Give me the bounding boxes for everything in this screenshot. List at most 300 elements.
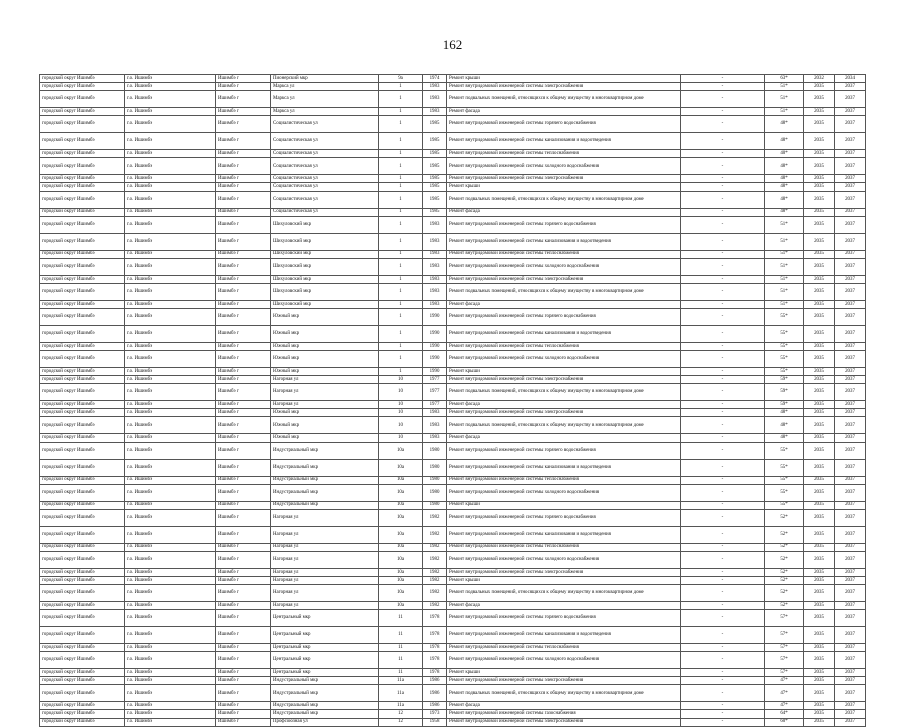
locality-cell: Ишимбэ г bbox=[216, 233, 271, 250]
street-cell: Профсоюзная ул bbox=[271, 718, 379, 726]
street-cell: Индустриальный мкр bbox=[271, 442, 379, 459]
work-type-cell: Ремонт внутридомовой инженерной системы теплоснабжения bbox=[447, 543, 681, 551]
wear-cell: 47* bbox=[765, 685, 804, 702]
municipality-cell: городской округ Ишимбэ bbox=[40, 351, 125, 368]
municipality-cell: городской округ Ишимбэ bbox=[40, 258, 125, 275]
extra-cell: - bbox=[681, 543, 765, 551]
year-end-cell: 2037 bbox=[835, 108, 866, 116]
work-type-cell: Ремонт внутридомовой инженерной системы холодного водоснабжения bbox=[447, 551, 681, 568]
year-end-cell: 2037 bbox=[835, 627, 866, 644]
build-year-cell: 1982 bbox=[423, 509, 447, 526]
work-type-cell: Ремонт внутридомовой инженерной системы канализования и водоотведения bbox=[447, 459, 681, 476]
year-end-cell: 2034 bbox=[835, 75, 866, 83]
build-year-cell: 1980 bbox=[423, 484, 447, 501]
extra-cell: - bbox=[681, 308, 765, 325]
wear-cell: 52* bbox=[765, 526, 804, 543]
build-year-cell: 1978 bbox=[423, 652, 447, 669]
house-number-cell: 1 bbox=[379, 308, 423, 325]
year-start-cell: 2035 bbox=[804, 702, 835, 710]
locality-cell: Ишимбэ г bbox=[216, 308, 271, 325]
build-year-cell: 1982 bbox=[423, 568, 447, 576]
work-type-cell: Ремонт внутридомовой инженерной системы электроснабжения bbox=[447, 376, 681, 384]
wear-cell: 40* bbox=[765, 150, 804, 158]
locality-cell: Ишимбэ г bbox=[216, 669, 271, 677]
work-type-cell: Ремонт внутридомовой инженерной системы холодного водоснабжения bbox=[447, 484, 681, 501]
build-year-cell: 1978 bbox=[423, 669, 447, 677]
year-end-cell: 2037 bbox=[835, 191, 866, 208]
settlement-cell: г.о. Ишимбэ bbox=[125, 216, 216, 233]
house-number-cell: 1 bbox=[379, 208, 423, 216]
settlement-cell: г.о. Ишимбэ bbox=[125, 183, 216, 191]
house-number-cell: 1 bbox=[379, 283, 423, 300]
locality-cell: Ишимбэ г bbox=[216, 216, 271, 233]
table-row bbox=[40, 342, 866, 350]
build-year-cell: 1982 bbox=[423, 601, 447, 609]
table-row bbox=[40, 250, 866, 258]
build-year-cell: 1986 bbox=[423, 677, 447, 685]
locality-cell: Ишимбэ г bbox=[216, 568, 271, 576]
settlement-cell: г.о. Ишимбэ bbox=[125, 250, 216, 258]
street-cell: Индустриальный мкр bbox=[271, 702, 379, 710]
street-cell: Социалистическая ул bbox=[271, 175, 379, 183]
street-cell: Центральный мкр bbox=[271, 644, 379, 652]
settlement-cell: г.о. Ишимбэ bbox=[125, 208, 216, 216]
year-end-cell: 2037 bbox=[835, 576, 866, 584]
house-number-cell: 11а bbox=[379, 685, 423, 702]
table-row bbox=[40, 627, 866, 644]
settlement-cell: г.о. Ишимбэ bbox=[125, 442, 216, 459]
street-cell: Центральный мкр bbox=[271, 610, 379, 627]
table-row bbox=[40, 208, 866, 216]
settlement-cell: г.о. Ишимбэ bbox=[125, 543, 216, 551]
wear-cell: 51* bbox=[765, 233, 804, 250]
settlement-cell: г.о. Ишимбэ bbox=[125, 509, 216, 526]
year-start-cell: 2035 bbox=[804, 459, 835, 476]
municipality-cell: городской округ Ишимбэ bbox=[40, 401, 125, 409]
build-year-cell: 1978 bbox=[423, 627, 447, 644]
street-cell: Индустриальный мкр bbox=[271, 710, 379, 718]
locality-cell: Ишимбэ г bbox=[216, 75, 271, 83]
street-cell: Индустриальный мкр bbox=[271, 476, 379, 484]
table-row bbox=[40, 644, 866, 652]
work-type-cell: Ремонт внутридомовой инженерной системы электроснабжения bbox=[447, 83, 681, 91]
year-start-cell: 2035 bbox=[804, 442, 835, 459]
extra-cell: - bbox=[681, 685, 765, 702]
extra-cell: - bbox=[681, 108, 765, 116]
locality-cell: Ишимбэ г bbox=[216, 409, 271, 417]
year-end-cell: 2037 bbox=[835, 685, 866, 702]
year-start-cell: 2035 bbox=[804, 351, 835, 368]
house-number-cell: 1 bbox=[379, 325, 423, 342]
year-end-cell: 2037 bbox=[835, 501, 866, 509]
work-type-cell: Ремонт фасада bbox=[447, 702, 681, 710]
table-row bbox=[40, 652, 866, 669]
settlement-cell: г.о. Ишимбэ bbox=[125, 401, 216, 409]
extra-cell: - bbox=[681, 368, 765, 376]
locality-cell: Ишимбэ г bbox=[216, 509, 271, 526]
street-cell: Социалистическая ул bbox=[271, 150, 379, 158]
settlement-cell: г.о. Ишимбэ bbox=[125, 627, 216, 644]
table-row bbox=[40, 83, 866, 91]
work-type-cell: Ремонт подвальных помещений, относящихся к общему имуществу в многоквартирном доме bbox=[447, 283, 681, 300]
settlement-cell: г.о. Ишимбэ bbox=[125, 584, 216, 601]
table-row bbox=[40, 584, 866, 601]
municipality-cell: городской округ Ишимбэ bbox=[40, 677, 125, 685]
house-number-cell: 10а bbox=[379, 568, 423, 576]
table-row bbox=[40, 283, 866, 300]
municipality-cell: городской округ Ишимбэ bbox=[40, 601, 125, 609]
year-start-cell: 2035 bbox=[804, 191, 835, 208]
work-type-cell: Ремонт внутридомовой инженерной системы теплоснабжения bbox=[447, 644, 681, 652]
work-type-cell: Ремонт внутридомовой инженерной системы горячего водоснабжения bbox=[447, 442, 681, 459]
locality-cell: Ишимбэ г bbox=[216, 250, 271, 258]
house-number-cell: 1 bbox=[379, 250, 423, 258]
build-year-cell: 1983 bbox=[423, 216, 447, 233]
year-start-cell: 2035 bbox=[804, 300, 835, 308]
table-row bbox=[40, 325, 866, 342]
wear-cell: 48* bbox=[765, 417, 804, 434]
wear-cell: 52* bbox=[765, 551, 804, 568]
wear-cell: 48* bbox=[765, 191, 804, 208]
work-type-cell: Ремонт внутридомовой инженерной системы электроснабжения bbox=[447, 175, 681, 183]
build-year-cell: 1974 bbox=[423, 75, 447, 83]
settlement-cell: г.о. Ишимбэ bbox=[125, 150, 216, 158]
locality-cell: Ишимбэ г bbox=[216, 484, 271, 501]
build-year-cell: 1982 bbox=[423, 526, 447, 543]
extra-cell: - bbox=[681, 258, 765, 275]
municipality-cell: городской округ Ишимбэ bbox=[40, 376, 125, 384]
extra-cell: - bbox=[681, 376, 765, 384]
house-number-cell: 1 bbox=[379, 191, 423, 208]
year-start-cell: 2035 bbox=[804, 601, 835, 609]
settlement-cell: г.о. Ишимбэ bbox=[125, 710, 216, 718]
municipality-cell: городской округ Ишимбэ bbox=[40, 434, 125, 442]
year-start-cell: 2035 bbox=[804, 644, 835, 652]
build-year-cell: 1977 bbox=[423, 384, 447, 401]
year-end-cell: 2037 bbox=[835, 401, 866, 409]
wear-cell: 48* bbox=[765, 183, 804, 191]
wear-cell: 51* bbox=[765, 91, 804, 108]
build-year-cell: 1983 bbox=[423, 283, 447, 300]
year-start-cell: 2035 bbox=[804, 476, 835, 484]
municipality-cell: городской округ Ишимбэ bbox=[40, 718, 125, 726]
extra-cell: - bbox=[681, 116, 765, 133]
build-year-cell: 1983 bbox=[423, 409, 447, 417]
table-row bbox=[40, 175, 866, 183]
settlement-cell: г.о. Ишимбэ bbox=[125, 258, 216, 275]
extra-cell: - bbox=[681, 459, 765, 476]
settlement-cell: г.о. Ишимбэ bbox=[125, 175, 216, 183]
wear-cell: 59* bbox=[765, 376, 804, 384]
street-cell: Центральный мкр bbox=[271, 627, 379, 644]
year-start-cell: 2035 bbox=[804, 233, 835, 250]
table-row bbox=[40, 718, 866, 726]
table-row bbox=[40, 384, 866, 401]
work-type-cell: Ремонт крыши bbox=[447, 183, 681, 191]
wear-cell: 55* bbox=[765, 325, 804, 342]
build-year-cell: 1990 bbox=[423, 351, 447, 368]
locality-cell: Ишимбэ г bbox=[216, 442, 271, 459]
work-type-cell: Ремонт внутридомовой инженерной системы холодного водоснабжения bbox=[447, 351, 681, 368]
table-row bbox=[40, 150, 866, 158]
table-row bbox=[40, 300, 866, 308]
wear-cell: 55* bbox=[765, 459, 804, 476]
extra-cell: - bbox=[681, 484, 765, 501]
year-end-cell: 2037 bbox=[835, 183, 866, 191]
street-cell: Южный мкр bbox=[271, 368, 379, 376]
wear-cell: 48* bbox=[765, 133, 804, 150]
wear-cell: 55* bbox=[765, 501, 804, 509]
work-type-cell: Ремонт внутридомовой инженерной системы электроснабжения bbox=[447, 718, 681, 726]
year-start-cell: 2035 bbox=[804, 150, 835, 158]
municipality-cell: городской округ Ишимбэ bbox=[40, 584, 125, 601]
extra-cell: - bbox=[681, 627, 765, 644]
work-type-cell: Ремонт внутридомовой инженерной системы канализования и водоотведения bbox=[447, 325, 681, 342]
year-end-cell: 2037 bbox=[835, 442, 866, 459]
settlement-cell: г.о. Ишимбэ bbox=[125, 342, 216, 350]
year-end-cell: 2037 bbox=[835, 710, 866, 718]
house-number-cell: 10а bbox=[379, 501, 423, 509]
municipality-cell: городской округ Ишимбэ bbox=[40, 300, 125, 308]
work-type-cell: Ремонт внутридомовой инженерной системы горячего водоснабжения bbox=[447, 610, 681, 627]
settlement-cell: г.о. Ишимбэ bbox=[125, 434, 216, 442]
house-number-cell: 1 bbox=[379, 133, 423, 150]
street-cell: Индустриальный мкр bbox=[271, 677, 379, 685]
work-type-cell: Ремонт крыши bbox=[447, 368, 681, 376]
municipality-cell: городской округ Ишимбэ bbox=[40, 568, 125, 576]
extra-cell: - bbox=[681, 75, 765, 83]
build-year-cell: 1982 bbox=[423, 576, 447, 584]
locality-cell: Ишимбэ г bbox=[216, 627, 271, 644]
locality-cell: Ишимбэ г bbox=[216, 576, 271, 584]
house-number-cell: 11 bbox=[379, 669, 423, 677]
extra-cell: - bbox=[681, 677, 765, 685]
table-row bbox=[40, 442, 866, 459]
year-start-cell: 2035 bbox=[804, 250, 835, 258]
street-cell: Южный мкр bbox=[271, 409, 379, 417]
wear-cell: 48* bbox=[765, 434, 804, 442]
build-year-cell: 1990 bbox=[423, 368, 447, 376]
year-start-cell: 2035 bbox=[804, 627, 835, 644]
house-number-cell: 1 bbox=[379, 116, 423, 133]
house-number-cell: 10а bbox=[379, 551, 423, 568]
house-number-cell: 1 bbox=[379, 275, 423, 283]
municipality-cell: городской округ Ишимбэ bbox=[40, 368, 125, 376]
street-cell: Индустриальный мкр bbox=[271, 484, 379, 501]
work-type-cell: Ремонт фасада bbox=[447, 208, 681, 216]
year-start-cell: 2035 bbox=[804, 376, 835, 384]
wear-cell: 51* bbox=[765, 250, 804, 258]
build-year-cell: 1983 bbox=[423, 250, 447, 258]
table-row bbox=[40, 669, 866, 677]
table-row bbox=[40, 551, 866, 568]
locality-cell: Ишимбэ г bbox=[216, 368, 271, 376]
year-end-cell: 2037 bbox=[835, 677, 866, 685]
wear-cell: 59* bbox=[765, 401, 804, 409]
build-year-cell: 1983 bbox=[423, 275, 447, 283]
settlement-cell: г.о. Ишимбэ bbox=[125, 83, 216, 91]
year-start-cell: 2035 bbox=[804, 384, 835, 401]
extra-cell: - bbox=[681, 417, 765, 434]
settlement-cell: г.о. Ишимбэ bbox=[125, 526, 216, 543]
wear-cell: 55* bbox=[765, 351, 804, 368]
year-start-cell: 2035 bbox=[804, 718, 835, 726]
house-number-cell: 10а bbox=[379, 584, 423, 601]
table-row bbox=[40, 91, 866, 108]
extra-cell: - bbox=[681, 501, 765, 509]
year-start-cell: 2035 bbox=[804, 669, 835, 677]
locality-cell: Ишимбэ г bbox=[216, 718, 271, 726]
year-end-cell: 2037 bbox=[835, 610, 866, 627]
street-cell: Шихуловский мкр bbox=[271, 275, 379, 283]
year-start-cell: 2035 bbox=[804, 543, 835, 551]
street-cell: Южный мкр bbox=[271, 308, 379, 325]
house-number-cell: 11а bbox=[379, 677, 423, 685]
municipality-cell: городской округ Ишимбэ bbox=[40, 442, 125, 459]
extra-cell: - bbox=[681, 175, 765, 183]
wear-cell: 51* bbox=[765, 258, 804, 275]
build-year-cell: 1990 bbox=[423, 342, 447, 350]
locality-cell: Ишимбэ г bbox=[216, 91, 271, 108]
wear-cell: 52* bbox=[765, 509, 804, 526]
table-row bbox=[40, 368, 866, 376]
locality-cell: Ишимбэ г bbox=[216, 644, 271, 652]
municipality-cell: городской округ Ишимбэ bbox=[40, 459, 125, 476]
year-start-cell: 2035 bbox=[804, 584, 835, 601]
year-start-cell: 2035 bbox=[804, 108, 835, 116]
settlement-cell: г.о. Ишимбэ bbox=[125, 576, 216, 584]
settlement-cell: г.о. Ишимбэ bbox=[125, 351, 216, 368]
work-type-cell: Ремонт подвальных помещений, относящихся к общему имуществу в многоквартирном доме bbox=[447, 91, 681, 108]
house-number-cell: 12 bbox=[379, 710, 423, 718]
street-cell: Южный мкр bbox=[271, 434, 379, 442]
wear-cell: 51* bbox=[765, 83, 804, 91]
year-start-cell: 2035 bbox=[804, 175, 835, 183]
locality-cell: Ишимбэ г bbox=[216, 401, 271, 409]
street-cell: Южный мкр bbox=[271, 351, 379, 368]
year-start-cell: 2035 bbox=[804, 401, 835, 409]
settlement-cell: г.о. Ишимбэ bbox=[125, 308, 216, 325]
house-number-cell: 10а bbox=[379, 442, 423, 459]
wear-cell: 47* bbox=[765, 702, 804, 710]
table-row bbox=[40, 308, 866, 325]
settlement-cell: г.о. Ишимбэ bbox=[125, 116, 216, 133]
wear-cell: 52* bbox=[765, 543, 804, 551]
settlement-cell: г.о. Ишимбэ bbox=[125, 484, 216, 501]
settlement-cell: г.о. Ишимбэ bbox=[125, 501, 216, 509]
extra-cell: - bbox=[681, 610, 765, 627]
year-start-cell: 2032 bbox=[804, 75, 835, 83]
year-start-cell: 2035 bbox=[804, 208, 835, 216]
wear-cell: 47* bbox=[765, 677, 804, 685]
street-cell: Нагорная ул bbox=[271, 526, 379, 543]
settlement-cell: г.о. Ишимбэ bbox=[125, 652, 216, 669]
table-row bbox=[40, 610, 866, 627]
house-number-cell: 1 bbox=[379, 300, 423, 308]
street-cell: Нагорная ул bbox=[271, 384, 379, 401]
year-end-cell: 2037 bbox=[835, 551, 866, 568]
work-type-cell: Ремонт внутридомовой инженерной системы горячего водоснабжения bbox=[447, 308, 681, 325]
extra-cell: - bbox=[681, 584, 765, 601]
extra-cell: - bbox=[681, 191, 765, 208]
street-cell: Нагорная ул bbox=[271, 376, 379, 384]
house-number-cell: 10 bbox=[379, 417, 423, 434]
work-type-cell: Ремонт внутридомовой инженерной системы канализования и водоотведения bbox=[447, 233, 681, 250]
extra-cell: - bbox=[681, 710, 765, 718]
locality-cell: Ишимбэ г bbox=[216, 351, 271, 368]
house-number-cell: 10а bbox=[379, 509, 423, 526]
work-type-cell: Ремонт внутридомовой инженерной системы газоснабжения bbox=[447, 710, 681, 718]
build-year-cell: 1986 bbox=[423, 685, 447, 702]
year-start-cell: 2035 bbox=[804, 308, 835, 325]
year-end-cell: 2037 bbox=[835, 258, 866, 275]
locality-cell: Ишимбэ г bbox=[216, 459, 271, 476]
extra-cell: - bbox=[681, 576, 765, 584]
house-number-cell: 1 bbox=[379, 158, 423, 175]
table-row bbox=[40, 702, 866, 710]
locality-cell: Ишимбэ г bbox=[216, 108, 271, 116]
settlement-cell: г.о. Ишимбэ bbox=[125, 300, 216, 308]
settlement-cell: г.о. Ишимбэ bbox=[125, 283, 216, 300]
street-cell: Индустриальный мкр bbox=[271, 459, 379, 476]
year-start-cell: 2035 bbox=[804, 434, 835, 442]
settlement-cell: г.о. Ишимбэ bbox=[125, 384, 216, 401]
locality-cell: Ишимбэ г bbox=[216, 543, 271, 551]
build-year-cell: 1978 bbox=[423, 610, 447, 627]
extra-cell: - bbox=[681, 158, 765, 175]
wear-cell: 57* bbox=[765, 652, 804, 669]
wear-cell: 55* bbox=[765, 442, 804, 459]
street-cell: Шихуловский мкр bbox=[271, 283, 379, 300]
table-row bbox=[40, 183, 866, 191]
locality-cell: Ишимбэ г bbox=[216, 652, 271, 669]
build-year-cell: 1990 bbox=[423, 308, 447, 325]
year-end-cell: 2037 bbox=[835, 158, 866, 175]
wear-cell: 55* bbox=[765, 308, 804, 325]
table-row bbox=[40, 409, 866, 417]
table-row bbox=[40, 258, 866, 275]
year-start-cell: 2035 bbox=[804, 342, 835, 350]
street-cell: Маркса ул bbox=[271, 91, 379, 108]
municipality-cell: городской округ Ишимбэ bbox=[40, 652, 125, 669]
work-type-cell: Ремонт внутридомовой инженерной системы холодного водоснабжения bbox=[447, 258, 681, 275]
work-type-cell: Ремонт крыши bbox=[447, 669, 681, 677]
street-cell: Индустриальный мкр bbox=[271, 685, 379, 702]
municipality-cell: городской округ Ишимбэ bbox=[40, 685, 125, 702]
house-number-cell: 10а bbox=[379, 576, 423, 584]
settlement-cell: г.о. Ишимбэ bbox=[125, 677, 216, 685]
house-number-cell: 1 bbox=[379, 368, 423, 376]
table-row bbox=[40, 434, 866, 442]
house-number-cell: 10а bbox=[379, 526, 423, 543]
locality-cell: Ишимбэ г bbox=[216, 501, 271, 509]
year-end-cell: 2037 bbox=[835, 175, 866, 183]
settlement-cell: г.о. Ишимбэ bbox=[125, 459, 216, 476]
settlement-cell: г.о. Ишимбэ bbox=[125, 685, 216, 702]
work-type-cell: Ремонт внутридомовой инженерной системы электроснабжения bbox=[447, 677, 681, 685]
year-start-cell: 2035 bbox=[804, 133, 835, 150]
year-start-cell: 2035 bbox=[804, 283, 835, 300]
house-number-cell: 1 bbox=[379, 258, 423, 275]
table-row bbox=[40, 191, 866, 208]
table-row bbox=[40, 476, 866, 484]
extra-cell: - bbox=[681, 275, 765, 283]
build-year-cell: 1977 bbox=[423, 401, 447, 409]
year-end-cell: 2037 bbox=[835, 351, 866, 368]
extra-cell: - bbox=[681, 526, 765, 543]
table-row bbox=[40, 133, 866, 150]
year-start-cell: 2035 bbox=[804, 551, 835, 568]
